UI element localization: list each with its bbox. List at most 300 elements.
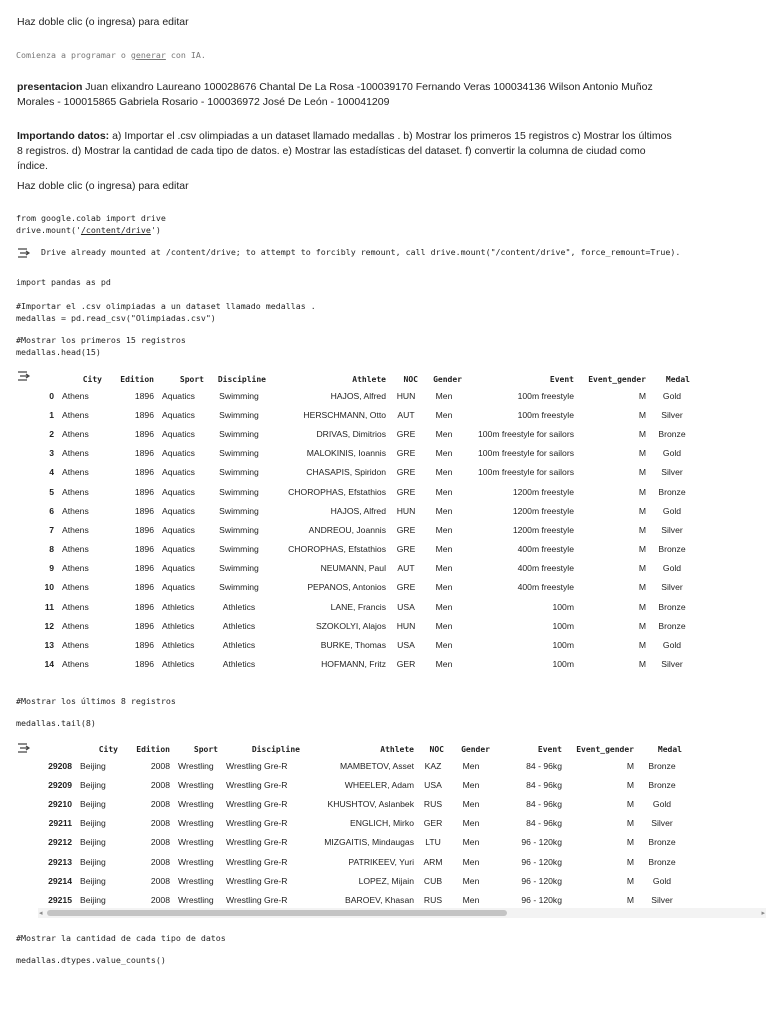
column-header: Athlete [380, 744, 414, 754]
placeholder-text: Comienza a programar o [16, 50, 131, 60]
table-cell: Athletics [222, 620, 256, 631]
column-header: Sport [179, 374, 204, 384]
empty-code-cell-placeholder[interactable] [16, 50, 206, 60]
table-cell: MAMBETOV, Asset [339, 760, 414, 771]
table-row [38, 501, 694, 520]
table-cell: Wrestling [178, 818, 214, 829]
table-cell: M [638, 409, 646, 420]
table-cell: Wrestling Gre-R [226, 798, 288, 809]
column-header: Gender [433, 374, 462, 384]
table-cell: Wrestling Gre-R [226, 779, 288, 790]
table-cell: 2008 [150, 779, 170, 790]
table-cell: Men [435, 467, 453, 478]
scroll-right-icon[interactable]: ▸ [761, 910, 765, 917]
table-cell: BURKE, Thomas [320, 640, 386, 651]
table-cell: Athens [62, 544, 89, 555]
table-cell: 1896 [134, 467, 154, 478]
table-row [38, 890, 686, 908]
table-cell: M [626, 818, 634, 829]
table-cell: HAJOS, Alfred [330, 505, 386, 516]
table-cell: Men [435, 620, 453, 631]
table-cell: SZOKOLYI, Alajos [315, 620, 386, 631]
table-cell: GRE [396, 524, 416, 535]
table-cell: Men [435, 544, 453, 555]
table-cell: Men [462, 856, 480, 867]
table-cell: Aquatics [162, 448, 195, 459]
column-header: Medal [657, 744, 682, 754]
table-cell: M [638, 620, 646, 631]
table-cell: 2008 [150, 856, 170, 867]
table-cell: 1200m freestyle [512, 486, 574, 497]
table-cell: 84 - 96kg [526, 779, 562, 790]
table-cell: Aquatics [162, 467, 195, 478]
table-cell: 1896 [134, 620, 154, 631]
table-cell: Athens [62, 601, 89, 612]
table-row [38, 655, 694, 674]
placeholder-suffix: con IA. [165, 50, 206, 60]
table-cell: HAJOS, Alfred [330, 390, 386, 401]
code-cell-read-csv[interactable] [16, 301, 316, 324]
code-cell-tail[interactable]: medallas.tail(8) [16, 718, 96, 728]
table-cell: GRE [396, 582, 416, 593]
table-cell: Bronze [658, 428, 686, 439]
table-row [38, 424, 694, 443]
column-header [38, 372, 58, 386]
table-cell: 84 - 96kg [526, 760, 562, 771]
table-cell: Silver [661, 659, 683, 670]
table-cell: Swimming [219, 524, 259, 535]
table-cell: LOPEZ, Mijain [358, 875, 414, 886]
row-index: 8 [49, 544, 54, 555]
table-row [38, 833, 686, 852]
table-row [38, 871, 686, 890]
table-cell: HUN [396, 390, 416, 401]
dataframe-table [38, 372, 694, 674]
table-cell: 400m freestyle [517, 563, 574, 574]
table-cell: Men [435, 505, 453, 516]
row-index: 3 [49, 448, 54, 459]
table-row [38, 482, 694, 501]
table-cell: Bronze [648, 856, 676, 867]
table-cell: Athens [62, 448, 89, 459]
import-instructions-cell[interactable] [17, 129, 677, 174]
horizontal-scrollbar[interactable] [38, 908, 766, 918]
table-cell: Aquatics [162, 563, 195, 574]
code-line: drive.mount(' [16, 224, 81, 235]
table-cell: PATRIKEEV, Yuri [348, 856, 414, 867]
code-line: from google.colab import drive [16, 213, 166, 223]
table-cell: Swimming [219, 563, 259, 574]
table-cell: Men [462, 760, 480, 771]
table-cell: ARM [423, 856, 443, 867]
table-cell: Bronze [658, 544, 686, 555]
table-cell: KAZ [424, 760, 442, 771]
table-cell: Gold [662, 563, 682, 574]
row-index: 4 [49, 467, 54, 478]
table-cell: WHEELER, Adam [344, 779, 414, 790]
table-cell: Swimming [219, 582, 259, 593]
table-cell: Swimming [219, 390, 259, 401]
output-toggle-icon[interactable] [17, 371, 31, 381]
table-cell: CHOROPHAS, Efstathios [288, 486, 386, 497]
table-cell: Aquatics [162, 390, 195, 401]
table-cell: M [638, 428, 646, 439]
code-cell-dtypes-comment[interactable]: #Mostrar la cantidad de cada tipo de datos [16, 933, 226, 943]
table-cell: Athens [62, 659, 89, 670]
table-cell: Wrestling [178, 856, 214, 867]
table-cell: M [626, 760, 634, 771]
table-cell: Beijing [80, 798, 106, 809]
table-row [38, 852, 686, 871]
table-cell: 96 - 120kg [521, 894, 562, 905]
row-index: 0 [49, 390, 54, 401]
table-cell: Athens [62, 582, 89, 593]
table-cell: Bronze [648, 760, 676, 771]
table-cell: M [638, 601, 646, 612]
table-cell: M [626, 779, 634, 790]
row-index: 9 [49, 563, 54, 574]
table-cell: Men [462, 837, 480, 848]
column-header: Edition [136, 744, 170, 754]
table-cell: Athens [62, 505, 89, 516]
table-cell: 1896 [134, 448, 154, 459]
table-cell: Swimming [219, 544, 259, 555]
table-cell: Athletics [222, 640, 256, 651]
table-cell: 100m freestyle for sailors [478, 467, 574, 478]
table-row [38, 386, 694, 405]
table-cell: Athens [62, 428, 89, 439]
row-index: 29210 [48, 798, 72, 809]
table-cell: GRE [396, 544, 416, 555]
table-cell: Gold [652, 875, 672, 886]
table-cell: 100m [552, 620, 574, 631]
column-header: Athlete [352, 374, 386, 384]
table-cell: CHOROPHAS, Efstathios [288, 544, 386, 555]
table-cell: Athens [62, 563, 89, 574]
table-cell: M [638, 486, 646, 497]
import-heading: Importando datos: [17, 130, 110, 142]
table-cell: M [638, 505, 646, 516]
table-cell: PEPANOS, Antonios [307, 582, 386, 593]
table-cell: Men [462, 798, 480, 809]
table-cell: RUS [423, 894, 443, 905]
table-cell: Bronze [658, 620, 686, 631]
table-cell: Men [435, 640, 453, 651]
table-cell: Gold [662, 640, 682, 651]
table-cell: USA [424, 779, 442, 790]
row-index: 10 [44, 582, 54, 593]
table-cell: Men [435, 563, 453, 574]
table-row [38, 463, 694, 482]
edit-hint-text-2[interactable]: Haz doble clic (o ingresa) para editar [17, 180, 189, 192]
table-cell: Men [435, 486, 453, 497]
table-cell: CHASAPIS, Spiridon [306, 467, 386, 478]
table-cell: Gold [652, 798, 672, 809]
table-cell: 2008 [150, 894, 170, 905]
table-cell: HOFMANN, Fritz [321, 659, 386, 670]
table-cell: 1896 [134, 544, 154, 555]
table-cell: 2008 [150, 798, 170, 809]
table-cell: Men [435, 428, 453, 439]
table-cell: GER [423, 818, 443, 829]
table-cell: M [626, 875, 634, 886]
table-cell: 2008 [150, 875, 170, 886]
table-cell: GER [396, 659, 416, 670]
column-header [38, 742, 76, 756]
table-row [38, 597, 694, 616]
table-cell: Wrestling [178, 894, 214, 905]
table-cell: 100m freestyle for sailors [478, 428, 574, 439]
table-cell: M [638, 467, 646, 478]
table-cell: Wrestling Gre-R [226, 818, 288, 829]
table-cell: Swimming [219, 486, 259, 497]
row-index: 6 [49, 505, 54, 516]
table-cell: Swimming [219, 428, 259, 439]
table-cell: Swimming [219, 467, 259, 478]
row-index: 14 [44, 659, 54, 670]
table-cell: Beijing [80, 837, 106, 848]
table-cell: M [638, 524, 646, 535]
table-cell: 96 - 120kg [521, 875, 562, 886]
row-index: 7 [49, 524, 54, 535]
table-cell: ANDREOU, Joannis [308, 524, 386, 535]
table-cell: 1896 [134, 428, 154, 439]
code-line: medallas.head(15) [16, 346, 101, 357]
dataframe-tail-output [38, 742, 766, 908]
table-cell: Aquatics [162, 409, 195, 420]
presentation-body: Juan elixandro Laureano 100028676 Chantal De La Rosa -100039170 Fernando Veras 100034136 Wilson Antonio Muñoz Morales - 100015865 Gabriela Rosario - 100036972 José De León - 100041209 [17, 81, 653, 108]
table-cell: Gold [662, 505, 682, 516]
table-cell: 1200m freestyle [512, 524, 574, 535]
table-cell: Beijing [80, 779, 106, 790]
table-cell: 1896 [134, 563, 154, 574]
table-cell: Wrestling [178, 760, 214, 771]
table-cell: 100m freestyle [517, 390, 574, 401]
column-header: Event [537, 744, 562, 754]
code-line: ') [150, 224, 161, 235]
presentation-heading: presentacion [17, 81, 83, 93]
table-cell: Athletics [222, 601, 256, 612]
import-body: a) Importar el .csv olimpiadas a un dataset llamado medallas . b) Mostrar los primeros 15 registros c) Mostrar los últimos 8 registros. d) Mostrar la cantidad de cada tipo de datos. e) Mostrar las estadísticas del dataset. f) convertir la columna de ciudad como índice. [17, 130, 672, 172]
table-cell: Silver [661, 467, 683, 478]
table-cell: Athletics [222, 659, 256, 670]
presentation-text-cell[interactable] [17, 80, 677, 110]
table-cell: Aquatics [162, 582, 195, 593]
table-cell: HUN [396, 620, 416, 631]
scrollbar-thumb[interactable] [47, 910, 507, 916]
table-cell: Men [435, 409, 453, 420]
table-cell: Silver [661, 409, 683, 420]
table-cell: 1200m freestyle [512, 505, 574, 516]
column-header: Sport [193, 744, 218, 754]
table-cell: M [638, 640, 646, 651]
column-header: Edition [120, 374, 154, 384]
table-row [38, 520, 694, 539]
edit-hint-text[interactable]: Haz doble clic (o ingresa) para editar [17, 16, 189, 28]
row-index: 13 [44, 640, 54, 651]
table-cell: Aquatics [162, 486, 195, 497]
column-header: Event_gender [588, 374, 646, 384]
table-cell: RUS [423, 798, 443, 809]
code-cell-drive-mount[interactable] [16, 213, 166, 236]
row-index: 29212 [48, 837, 72, 848]
table-row [38, 635, 694, 654]
table-cell: Men [462, 875, 480, 886]
row-index: 29209 [48, 779, 72, 790]
table-cell: Athletics [162, 601, 195, 612]
drive-path-link[interactable]: /content/drive [80, 224, 151, 235]
table-cell: DRIVAS, Dimitrios [316, 428, 386, 439]
code-comment: #Importar el .csv olimpiadas a un dataset llamado medallas . [16, 301, 316, 311]
table-cell: 96 - 120kg [521, 837, 562, 848]
table-cell: Wrestling Gre-R [226, 760, 288, 771]
table-cell: Aquatics [162, 544, 195, 555]
table-cell: 1896 [134, 582, 154, 593]
dataframe-table [38, 742, 686, 908]
table-row [38, 578, 694, 597]
table-cell: Men [435, 448, 453, 459]
code-cell-tail-comment[interactable]: #Mostrar los últimos 8 registros [16, 696, 176, 706]
table-cell: KHUSHTOV, Aslanbek [327, 798, 414, 809]
table-cell: Athens [62, 524, 89, 535]
table-cell: Athletics [162, 659, 195, 670]
table-cell: M [638, 448, 646, 459]
table-cell: Men [435, 524, 453, 535]
table-cell: 96 - 120kg [521, 856, 562, 867]
table-cell: 100m [552, 601, 574, 612]
column-header: City [82, 374, 102, 384]
table-row [38, 559, 694, 578]
table-cell: Athletics [162, 620, 195, 631]
table-cell: Aquatics [162, 428, 195, 439]
table-cell: M [638, 544, 646, 555]
table-row [38, 444, 694, 463]
column-header: Event [549, 374, 574, 384]
table-cell: Athens [62, 640, 89, 651]
table-cell: Men [435, 390, 453, 401]
column-header: City [98, 744, 118, 754]
table-cell: Beijing [80, 760, 106, 771]
table-cell: 400m freestyle [517, 582, 574, 593]
dataframe-head-output [38, 372, 694, 674]
table-cell: Beijing [80, 894, 106, 905]
column-header: Medal [665, 374, 690, 384]
table-cell: LANE, Francis [330, 601, 386, 612]
table-cell: M [638, 582, 646, 593]
table-cell: 1896 [134, 601, 154, 612]
table-cell: HERSCHMANN, Otto [303, 409, 386, 420]
table-cell: AUT [397, 409, 415, 420]
column-header: Discipline [251, 744, 300, 754]
table-cell: Men [435, 601, 453, 612]
table-cell: NEUMANN, Paul [320, 563, 386, 574]
code-comment: #Mostrar los primeros 15 registros [16, 335, 186, 345]
table-cell: Bronze [658, 601, 686, 612]
table-cell: Gold [662, 390, 682, 401]
table-row [38, 616, 694, 635]
table-cell: Athens [62, 409, 89, 420]
table-cell: 100m freestyle for sailors [478, 448, 574, 459]
table-row [38, 540, 694, 559]
table-cell: Gold [662, 448, 682, 459]
code-cell-dtypes[interactable]: medallas.dtypes.value_counts() [16, 955, 166, 965]
table-cell: Bronze [658, 486, 686, 497]
drive-mount-output: Drive already mounted at /content/drive; to attempt to forcibly remount, call drive.mount("/content/drive", force_remount=True). [41, 247, 681, 257]
code-cell-head[interactable] [16, 335, 186, 358]
row-index: 1 [49, 409, 54, 420]
row-index: 29211 [48, 818, 72, 829]
code-line: medallas = pd.read_csv("Olimpiadas.csv") [16, 312, 216, 323]
table-cell: Athens [62, 620, 89, 631]
table-cell: Wrestling Gre-R [226, 894, 288, 905]
row-index: 12 [44, 620, 54, 631]
column-header: Discipline [217, 374, 266, 384]
table-cell: Beijing [80, 875, 106, 886]
table-cell: ENGLICH, Mirko [350, 818, 414, 829]
table-cell: Swimming [219, 409, 259, 420]
row-index: 29208 [48, 760, 72, 771]
table-cell: Wrestling [178, 779, 214, 790]
table-cell: Wrestling Gre-R [226, 837, 288, 848]
column-header: NOC [403, 374, 418, 384]
table-cell: Bronze [648, 837, 676, 848]
table-cell: GRE [396, 467, 416, 478]
table-cell: M [638, 563, 646, 574]
table-cell: Silver [651, 818, 673, 829]
table-cell: 400m freestyle [517, 544, 574, 555]
row-index: 11 [44, 601, 54, 612]
generate-link[interactable]: generar [130, 50, 166, 60]
table-cell: MALOKINIS, Ioannis [306, 448, 386, 459]
table-cell: MIZGAITIS, Mindaugas [324, 837, 414, 848]
output-toggle-icon[interactable] [17, 743, 31, 753]
table-cell: GRE [396, 448, 416, 459]
table-cell: CUB [423, 875, 443, 886]
row-index: 5 [49, 486, 54, 497]
table-cell: AUT [397, 563, 415, 574]
table-cell: Silver [661, 582, 683, 593]
table-cell: Men [462, 818, 480, 829]
table-cell: Athens [62, 467, 89, 478]
table-cell: Beijing [80, 856, 106, 867]
table-cell: Wrestling Gre-R [226, 875, 288, 886]
row-index: 29214 [48, 875, 72, 886]
table-cell: 2008 [150, 760, 170, 771]
table-cell: GRE [396, 428, 416, 439]
table-cell: Athletics [162, 640, 195, 651]
table-cell: M [638, 390, 646, 401]
table-row [38, 775, 686, 794]
table-cell: M [626, 894, 634, 905]
scroll-left-icon[interactable]: ◂ [39, 910, 43, 917]
table-cell: 1896 [134, 390, 154, 401]
output-toggle-icon[interactable] [17, 248, 31, 258]
code-cell-import-pandas[interactable]: import pandas as pd [16, 277, 111, 287]
table-cell: 100m freestyle [517, 409, 574, 420]
table-cell: HUN [396, 505, 416, 516]
row-index: 29213 [48, 856, 72, 867]
table-cell: USA [397, 601, 415, 612]
table-cell: Wrestling [178, 837, 214, 848]
table-cell: M [638, 659, 646, 670]
row-index: 2 [49, 428, 54, 439]
table-cell: Swimming [219, 505, 259, 516]
table-cell: 1896 [134, 505, 154, 516]
table-row [38, 814, 686, 833]
table-cell: 84 - 96kg [526, 818, 562, 829]
table-cell: 100m [552, 659, 574, 670]
table-cell: 1896 [134, 659, 154, 670]
